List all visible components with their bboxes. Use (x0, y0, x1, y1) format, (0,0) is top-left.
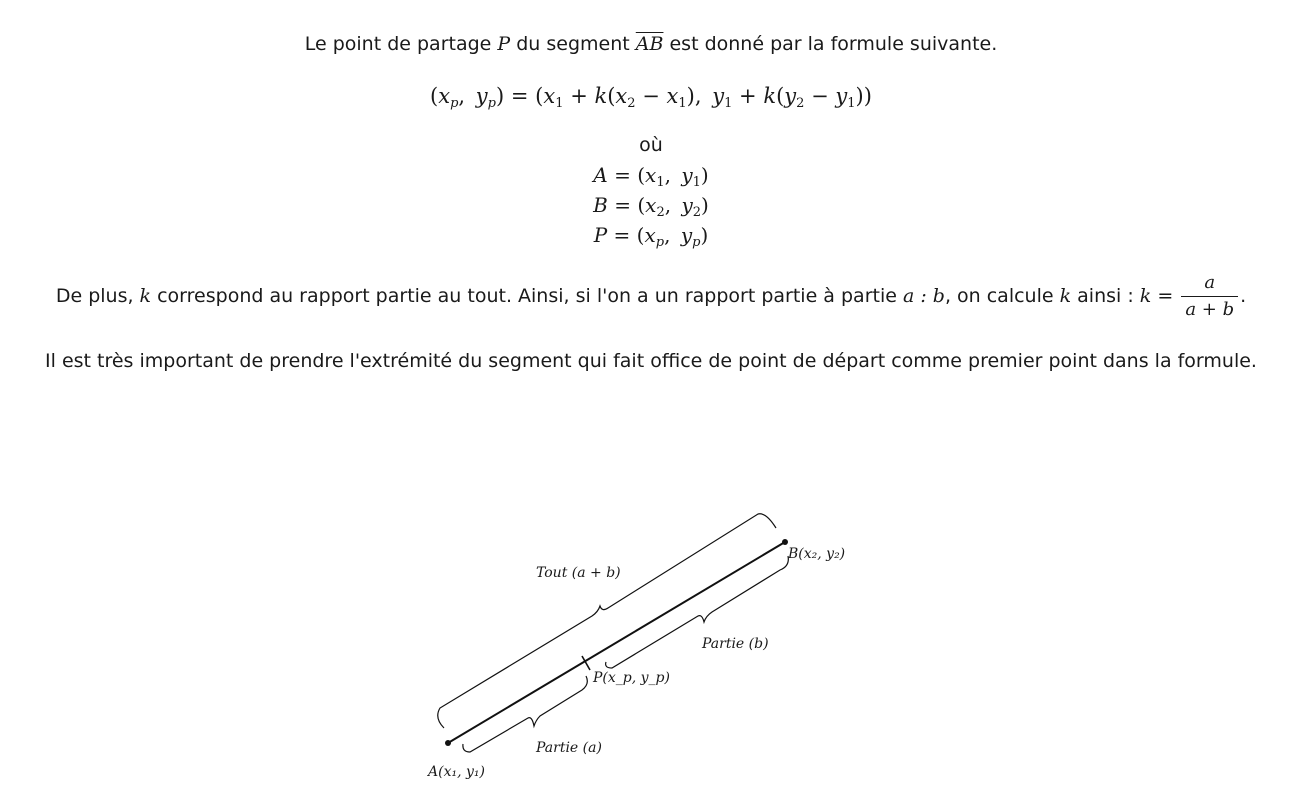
intro-text-middle: du segment (510, 33, 636, 55)
definition-p: $P = (x_p$, $y_p$) (593, 223, 709, 250)
k-text-before: De plus, (55, 285, 140, 307)
definition-b: $B = (x_2$, $y_2$) (593, 193, 709, 220)
k-text-end: . (1240, 285, 1247, 307)
segment-ab-symbol: $\overline{AB}$ (635, 33, 664, 55)
label-point-a: A(x₁, y₁) (428, 764, 485, 780)
important-note: Il est très important de prendre l'extrémité du segment qui fait office de point de départ comme premier point dans la formule. (45, 350, 1257, 372)
label-part-b: Partie (b) (702, 636, 769, 652)
ratio-a-b: a : b (902, 285, 945, 307)
fraction-denominator: a + b (1185, 299, 1235, 320)
point-a-dot (445, 740, 451, 746)
division-point-formula: ($x_p$, $y_p) = (x_1 + k(x_2 - x_1)$, $y_1 + k(y_2 - y_1)$) (430, 84, 872, 111)
point-b-dot (782, 539, 788, 545)
k-text-2: , on calcule (944, 285, 1060, 307)
where-label: où (639, 134, 663, 156)
brace-total (438, 514, 776, 728)
k-symbol: k (139, 285, 152, 307)
k-text-1: correspond au rapport partie au tout. Ainsi, si l'on a un rapport partie à partie (151, 285, 903, 307)
fraction-numerator: a (1181, 272, 1238, 297)
label-point-p: P(x_p, y_p) (593, 670, 670, 686)
point-p-symbol: P (497, 33, 511, 55)
label-part-a: Partie (a) (536, 740, 602, 756)
k-symbol: k (1059, 285, 1072, 307)
intro-text-before: Le point de partage (304, 33, 498, 55)
intro-text-after: est donné par la formule suivante. (663, 33, 998, 55)
label-point-b: B(x₂, y₂) (788, 546, 846, 562)
k-text-3: ainsi : (1071, 285, 1140, 307)
definition-a: $A = (x_1$, $y_1$) (593, 163, 709, 190)
label-total: Tout (a + b) (536, 565, 621, 581)
k-equals: k = (1139, 285, 1174, 307)
